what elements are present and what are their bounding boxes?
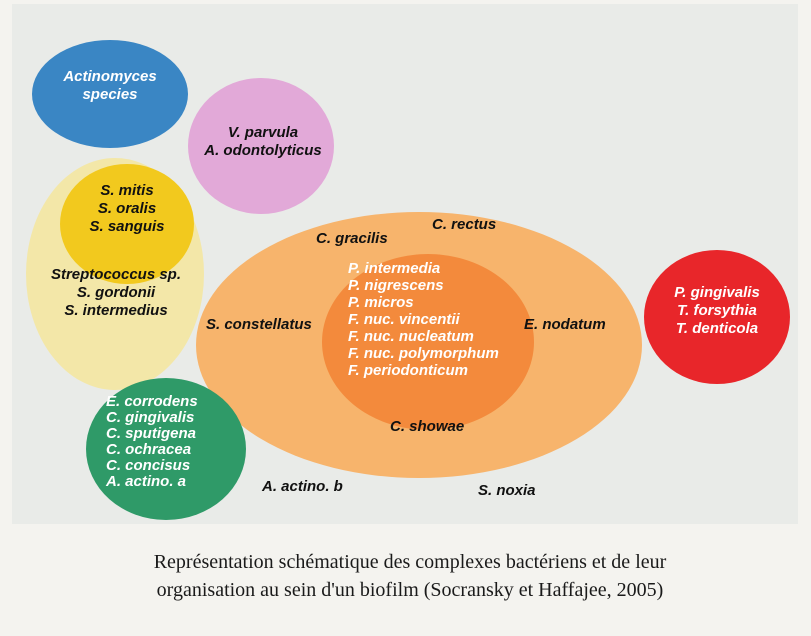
yellow-inner-label: S. mitis S. oralis S. sanguis [89, 182, 165, 235]
c-gracilis-label: C. gracilis [316, 230, 388, 247]
actinomyces-label: Actinomyces species [63, 68, 157, 103]
a-actino-b-label: A. actino. b [262, 478, 343, 495]
red-complex-label: P. gingivalis T. forsythia T. denticola [674, 284, 760, 337]
c-showae-label: C. showae [390, 418, 465, 435]
green-complex-label: E. corrodens C. gingivalis C. sputigena C. ochracea C. concisus A. actino. a [106, 393, 198, 490]
figure-caption [60, 548, 760, 604]
purple-complex-label: V. parvula A. odontolyticus [204, 124, 322, 159]
biofilm-diagram [12, 4, 798, 524]
caption-line-2: organisation au sein d'un biofilm (Socransky et Haffajee, 2005) [156, 579, 664, 601]
caption-line-1: Représentation schématique des complexes bactériens et de leur [153, 551, 667, 573]
e-nodatum-label: E. nodatum [524, 316, 606, 333]
yellow-outer-label: Streptococcus sp. S. gordonii S. intermedius [50, 266, 182, 319]
c-rectus-label: C. rectus [432, 216, 497, 233]
orange-inner-label: P. intermedia P. nigrescens P. micros F. nuc. vincentii F. nuc. nucleatum F. nuc. polymorphum F. periodonticum [348, 260, 499, 379]
s-constellatus-label: S. constellatus [206, 316, 312, 333]
s-noxia-label: S. noxia [478, 482, 536, 499]
